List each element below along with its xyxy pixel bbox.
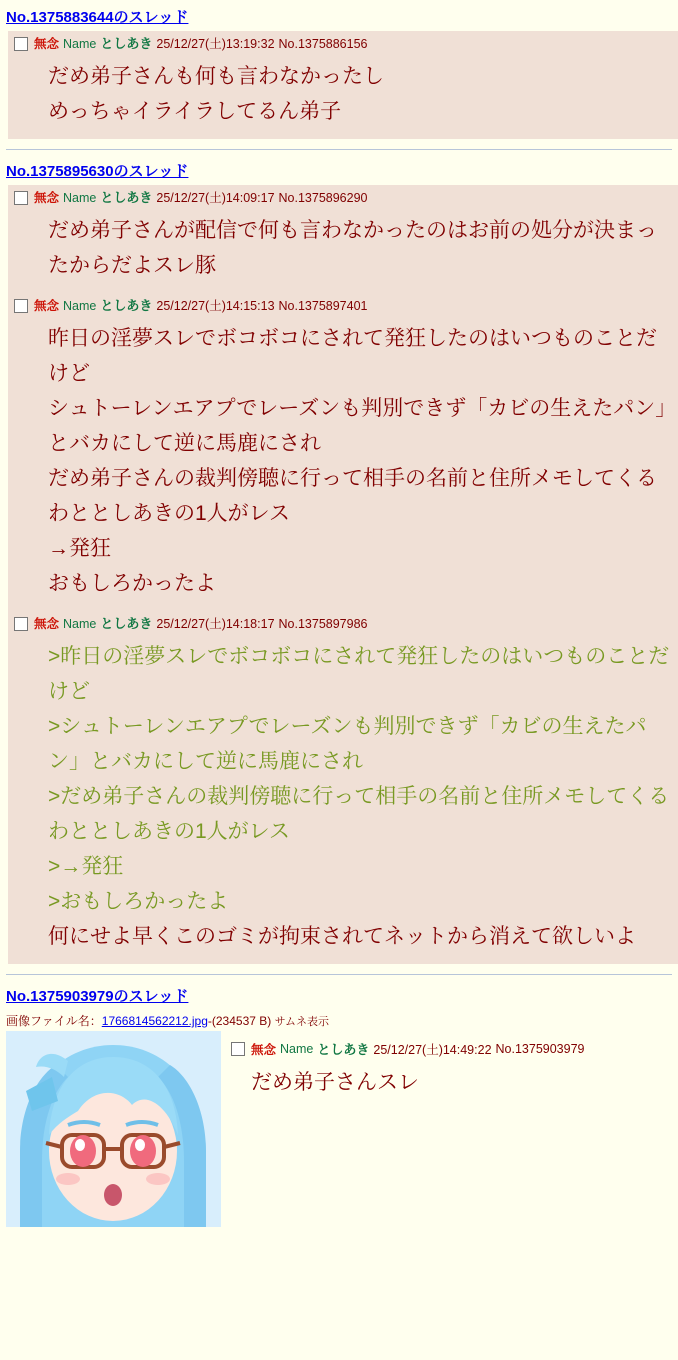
post-checkbox[interactable] bbox=[14, 617, 28, 631]
thread-divider bbox=[6, 974, 672, 975]
name-label: Name bbox=[63, 37, 97, 51]
post-number: No.1375886156 bbox=[278, 37, 368, 51]
post-line: めっちゃイライラしてるん弟子 bbox=[48, 100, 342, 123]
post-date: 25/12/27(土)14:18:17 bbox=[156, 617, 275, 631]
post-author: としあき bbox=[100, 616, 153, 631]
thread-link[interactable]: No.1375903979のスレッド bbox=[6, 988, 189, 1005]
post-header bbox=[14, 615, 672, 635]
post-quote-line: >だめ弟子さんの裁判傍聴に行って相手の名前と住所メモしてくるわととしあきの1人がレス bbox=[48, 785, 670, 843]
thread-divider bbox=[6, 149, 672, 150]
thread-link[interactable]: No.1375883644のスレッド bbox=[6, 9, 189, 26]
thread-link-row bbox=[0, 0, 678, 31]
post-line: 昨日の淫夢スレでボコボコにされて発狂したのはいつものことだけど bbox=[48, 327, 657, 385]
post-date: 25/12/27(土)13:19:32 bbox=[156, 37, 275, 51]
post-checkbox[interactable] bbox=[231, 1042, 245, 1056]
post bbox=[8, 293, 678, 611]
post-header bbox=[14, 189, 672, 209]
name-label: Name bbox=[63, 299, 97, 313]
post-line: シュトーレンエアプでレーズンも判別できず「カビの生えたパン」とバカにして逆に馬鹿にされ bbox=[48, 397, 666, 455]
post-body: だめ弟子さんスレ bbox=[251, 1071, 419, 1094]
thread-block bbox=[0, 154, 678, 975]
post-line: 何にせよ早くこのゴミが拘束されてネットから消えて欲しいよ bbox=[48, 925, 636, 948]
post-header bbox=[231, 1039, 672, 1058]
op-container bbox=[0, 1031, 678, 1227]
post-body bbox=[14, 317, 672, 601]
post bbox=[8, 31, 678, 139]
post-date: 25/12/27(土)14:09:17 bbox=[156, 191, 275, 205]
post-subject: 無念 bbox=[34, 299, 60, 313]
post-subject: 無念 bbox=[34, 191, 60, 205]
post-number: No.1375903979 bbox=[495, 1041, 585, 1056]
thread-link-row bbox=[0, 979, 678, 1010]
post-quote-line: >シュトーレンエアプでレーズンも判別できず「カビの生えたパン」とバカにして逆に馬鹿にされ bbox=[48, 715, 647, 773]
post-quote-line: >→発狂 bbox=[48, 855, 124, 878]
post-number: No.1375897986 bbox=[278, 617, 368, 631]
post-line: だめ弟子さんの裁判傍聴に行って相手の名前と住所メモしてくるわととしあきの1人がレス bbox=[48, 467, 657, 525]
post-author: としあき bbox=[100, 190, 153, 205]
post-line: おもしろかったよ bbox=[48, 572, 216, 595]
post-checkbox[interactable] bbox=[14, 191, 28, 205]
post-header bbox=[14, 35, 672, 55]
post-subject: 無念 bbox=[34, 617, 60, 631]
post bbox=[8, 185, 678, 293]
post-quote-line: >昨日の淫夢スレでボコボコにされて発狂したのはいつものことだけど bbox=[48, 645, 670, 703]
post-number: No.1375896290 bbox=[278, 191, 368, 205]
file-size: -(234537 B) bbox=[207, 1014, 272, 1028]
post-body bbox=[14, 209, 672, 283]
post-date: 25/12/27(土)14:15:13 bbox=[156, 299, 275, 313]
post-author: としあき bbox=[317, 1042, 370, 1057]
post-checkbox[interactable] bbox=[14, 299, 28, 313]
name-label: Name bbox=[63, 191, 97, 205]
post-checkbox[interactable] bbox=[14, 37, 28, 51]
file-label: 画像ファイル名： bbox=[6, 1014, 102, 1028]
post-body bbox=[14, 55, 672, 129]
post-thumbnail[interactable] bbox=[6, 1031, 221, 1227]
file-info-row bbox=[0, 1010, 678, 1031]
post-date: 25/12/27(土)14:49:22 bbox=[373, 1042, 492, 1057]
post-line: →発狂 bbox=[48, 537, 111, 560]
name-label: Name bbox=[63, 617, 97, 631]
post-author: としあき bbox=[100, 36, 153, 51]
post-body bbox=[14, 635, 672, 954]
thread-block bbox=[0, 979, 678, 1227]
thread-block bbox=[0, 0, 678, 150]
post-line: だめ弟子さんも何も言わなかったし bbox=[48, 65, 384, 88]
thread-link-row bbox=[0, 154, 678, 185]
post-line: だめ弟子さんが配信で何も言わなかったのはお前の処分が決まったからだよスレ豚 bbox=[48, 219, 657, 277]
name-label: Name bbox=[280, 1041, 314, 1056]
post-number: No.1375897401 bbox=[278, 299, 368, 313]
post-subject: 無念 bbox=[251, 1042, 277, 1057]
post-header bbox=[14, 297, 672, 317]
post bbox=[8, 611, 678, 964]
post-quote-line: >おもしろかったよ bbox=[48, 890, 229, 913]
file-name-link[interactable]: 1766814562212.jpg bbox=[101, 1014, 208, 1028]
thumb-note: サムネ表示 bbox=[274, 1016, 330, 1028]
thread-link[interactable]: No.1375895630のスレッド bbox=[6, 163, 189, 180]
post-author: としあき bbox=[100, 298, 153, 313]
op-post bbox=[231, 1031, 672, 1100]
anime-girl-thumbnail-image bbox=[6, 1031, 221, 1227]
post-subject: 無念 bbox=[34, 37, 60, 51]
